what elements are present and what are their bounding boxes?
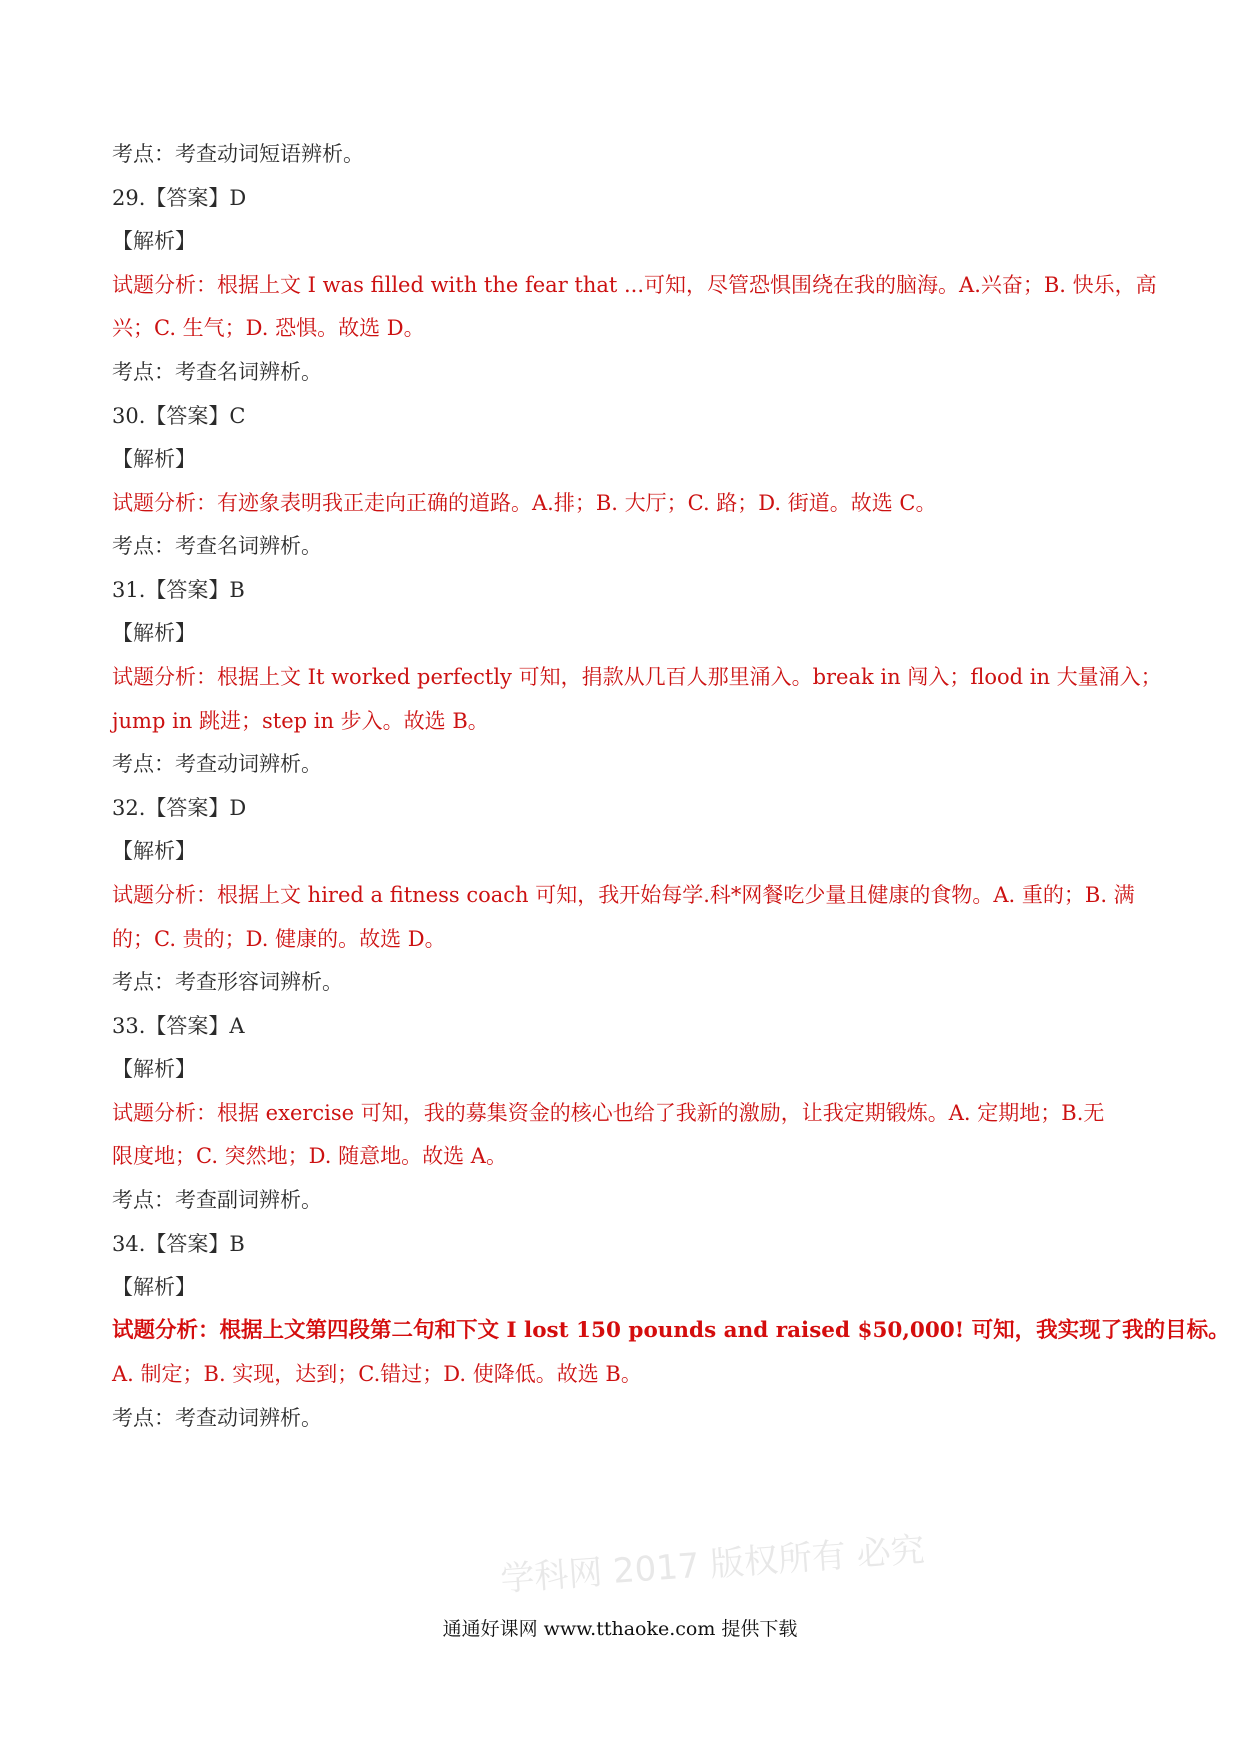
analysis-line: 试题分析：根据上文 It worked perfectly 可知，捐款从几百人那里涌入。break in 闯入；flood in 大量涌入； — [112, 665, 1162, 689]
analysis-heading: 【解析】 — [112, 229, 196, 253]
analysis-line: jump in 跳进；step in 步入。故选 B。 — [112, 709, 489, 733]
answer-heading: 31.【答案】B — [112, 578, 245, 602]
analysis-heading: 【解析】 — [112, 447, 196, 471]
kaodian-line: 考点：考查动词短语辨析。 — [112, 142, 364, 166]
kaodian-line: 考点：考查形容词辨析。 — [112, 970, 343, 994]
answer-heading: 30.【答案】C — [112, 404, 246, 428]
watermark: 学科网 2017 版权所有 必究 — [499, 1530, 926, 1600]
kaodian-line: 考点：考查动词辨析。 — [112, 1406, 322, 1430]
page-footer: 通通好课网 www.tthaoke.com 提供下载 — [442, 1618, 798, 1640]
analysis-line: A. 制定；B. 实现，达到；C.错过；D. 使降低。故选 B。 — [112, 1362, 642, 1386]
kaodian-line: 考点：考查副词辨析。 — [112, 1188, 322, 1212]
analysis-line: 试题分析：根据上文 hired a fitness coach 可知，我开始每学.科*网餐吃少量且健康的食物。A. 重的；B. 满 — [112, 883, 1135, 907]
answer-heading: 29.【答案】D — [112, 186, 247, 210]
analysis-line: 兴；C. 生气；D. 恐惧。故选 D。 — [112, 316, 425, 340]
answer-heading: 34.【答案】B — [112, 1232, 245, 1256]
kaodian-line: 考点：考查名词辨析。 — [112, 360, 322, 384]
analysis-line: 试题分析：根据 exercise 可知，我的募集资金的核心也给了我新的激励，让我定期锻炼。A. 定期地；B.无 — [112, 1101, 1105, 1125]
analysis-line: 试题分析：根据上文第四段第二句和下文 I lost 150 pounds and raised $50,000! 可知，我实现了我的目标。 — [112, 1318, 1230, 1343]
analysis-heading: 【解析】 — [112, 1057, 196, 1081]
analysis-line: 限度地；C. 突然地；D. 随意地。故选 A。 — [112, 1144, 507, 1168]
analysis-line: 试题分析：根据上文 I was filled with the fear that ...可知，尽管恐惧围绕在我的脑海。A.兴奋；B. 快乐，高 — [112, 273, 1157, 297]
kaodian-line: 考点：考查名词辨析。 — [112, 534, 322, 558]
analysis-heading: 【解析】 — [112, 839, 196, 863]
answer-heading: 33.【答案】A — [112, 1014, 245, 1038]
kaodian-line: 考点：考查动词辨析。 — [112, 752, 322, 776]
analysis-heading: 【解析】 — [112, 1275, 196, 1299]
analysis-line: 试题分析：有迹象表明我正走向正确的道路。A.排；B. 大厅；C. 路；D. 街道。故选 C。 — [112, 491, 937, 515]
analysis-heading: 【解析】 — [112, 621, 196, 645]
analysis-line: 的；C. 贵的；D. 健康的。故选 D。 — [112, 927, 446, 951]
answer-heading: 32.【答案】D — [112, 796, 247, 820]
